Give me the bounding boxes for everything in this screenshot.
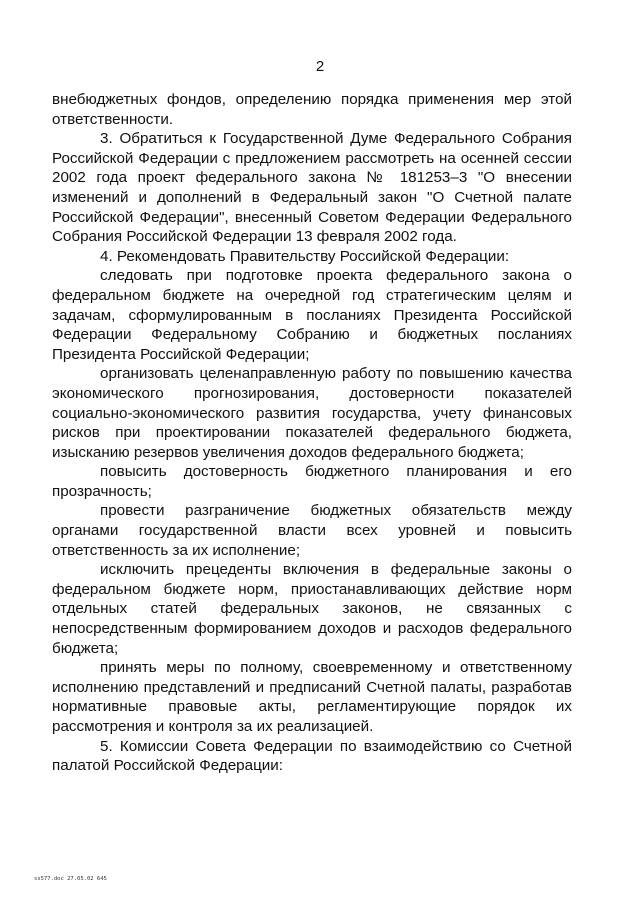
paragraph-recommendation-2: организовать целенаправленную работу по повышению качества экономического прогнозирования, достоверности показателей социально-экономического развития государства, учету финансовых рисков при проектировании показателей федерального бюджета, изысканию резервов увеличения доходов федерального бюджета;: [52, 365, 572, 461]
paragraph-recommendation-4: провести разграничение бюджетных обязательств между органами государственной власти всех уровней и повысить ответственность за их исполнение;: [52, 502, 572, 559]
footer-file-code: ss577.doc 27.05.02 645: [34, 876, 107, 882]
paragraph-recommendation-6: принять меры по полному, своевременному и ответственному исполнению представлений и предписаний Счетной палаты, разработав нормативные правовые акты, регламентирующие порядок их рассмотрения и контроля за их реализацией.: [52, 659, 572, 735]
body-text: [52, 90, 572, 776]
paragraph-recommendation-1: следовать при подготовке проекта федерального закона о федеральном бюджете на очередной год стратегическим целям и задачам, сформулированным в посланиях Президента Российской Федерации Федеральному Собранию и бюджетных посланиях Президента Российской Федерации;: [52, 267, 572, 363]
paragraph-item-3: 3. Обратиться к Государственной Думе Федерального Собрания Российской Федерации с предложением рассмотреть на осенней сессии 2002 года проект федерального закона № 181253–3 "О внесении изменений и дополнений в Федеральный закон "О Счетной палате Российской Федерации", внесенный Советом Федерации Федерального Собрания Российской Федерации 13 февраля 2002 года.: [52, 130, 572, 246]
paragraph-recommendation-5: исключить прецеденты включения в федеральные законы о федеральном бюджете норм, приостанавливающих действие норм отдельных статей федеральных законов, не связанных с непосредственным формированием доходов и расходов федерального бюджета;: [52, 561, 572, 657]
paragraph-recommendation-3: повысить достоверность бюджетного планирования и его прозрачность;: [52, 463, 572, 500]
paragraph-item-5: 5. Комиссии Совета Федерации по взаимодействию со Счетной палатой Российской Федерации:: [52, 737, 572, 775]
paragraph-continuation: внебюджетных фондов, определению порядка применения мер этой ответственности.: [52, 91, 572, 128]
page-number: 2: [315, 58, 325, 75]
paragraph-item-4: 4. Рекомендовать Правительству Российской Федерации:: [100, 247, 510, 265]
